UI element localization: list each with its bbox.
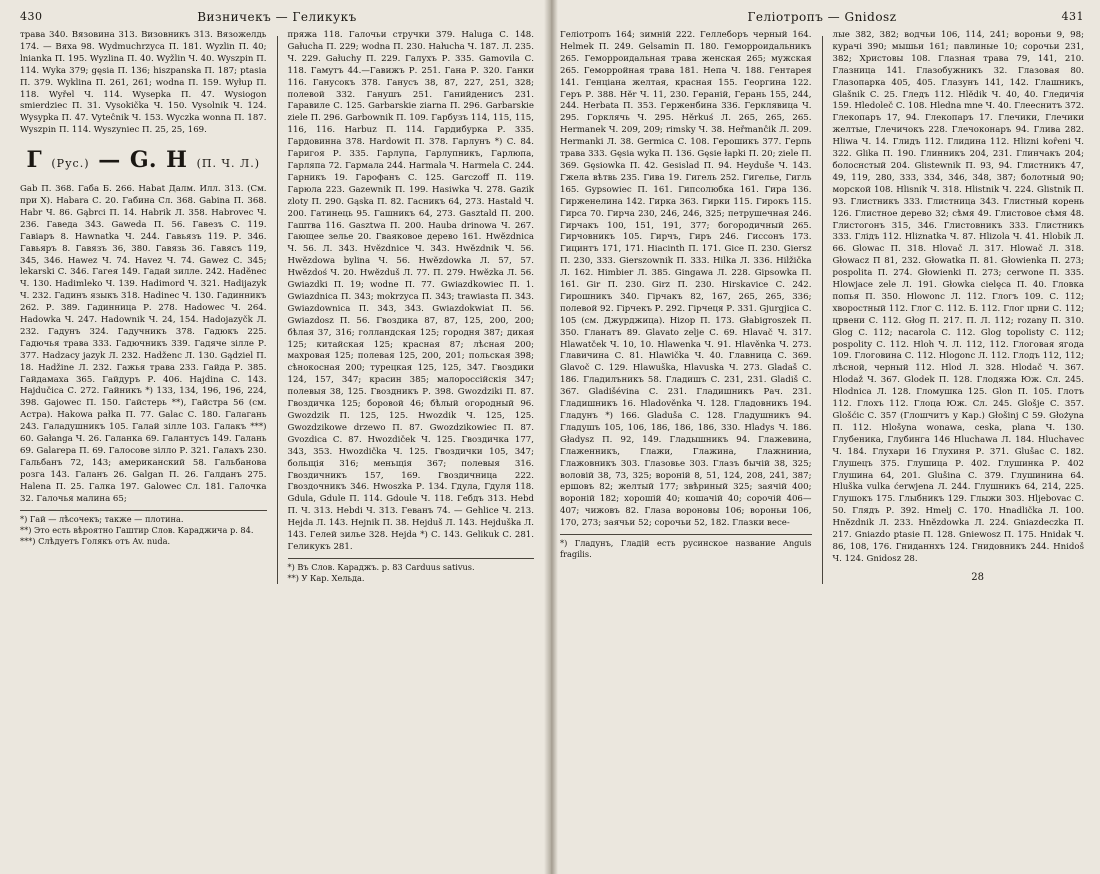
right-col1-footnotes bbox=[560, 534, 812, 560]
footnote: *) Гладунъ, Гладій есть русинское название Anguis fragilis. bbox=[560, 538, 812, 560]
right-column-2 bbox=[833, 30, 1085, 584]
footnote: *) Въ Слов. Караджъ. р. 83 Carduus sativus. bbox=[287, 561, 475, 572]
right-running-title: Геліотропъ — Gnidosz bbox=[747, 10, 897, 24]
left-column-2 bbox=[288, 30, 535, 584]
right-columns bbox=[560, 30, 1084, 584]
right-page-number: 431 bbox=[1061, 10, 1084, 23]
left-running-title: Визничекъ — Геликукъ bbox=[197, 10, 357, 24]
footnote: ***) Слѣдуетъ Голякъ отъ Av. nuda. bbox=[20, 535, 171, 546]
right-column-1 bbox=[560, 30, 812, 584]
left-column-1 bbox=[20, 30, 267, 584]
right-col2-text: лые 382, 382; водчьи 106, 114, 241; вороньи 9, 98; курачі 390; мышьи 161; павлиные 10; сорочьи 231, 382; Христовы 108. Глазная трава 79, 141, 210. Глазница 141. Глазобужникъ 32. Глазовая 80. Глазопарка 405, 405. Глазунъ 141, 142. Глашникъ, Glašnik С. 25. Гледъ 112. Hlĕdik Ч. 40, 40. Гледичія 159. Hledoleč С. 108. Hledna mne Ч. 40. Глееснитъ 372. Глекопаръ 17, 94. Глекопаръ 17. Глечики, Глечики желтые, Глечичокъ 228. Глечоконаръ 94. Глива 282. Hliwa Ч. 14. Глидъ 112. Глидина 112. Hlizni koȓeni Ч. 322. Glika П. 190. Глинникъ 204, 231. Глинчакъ 204; болоснстый 204. Glistewnik П. 93, 94. Глистникъ 47, 49, 119, 280, 333, 334, 346, 348, 387; болотный 90; морской 108. Hlisnik Ч. 318. Hlistnik Ч. 224. Glistnik П. 93. Глистникъ 333. Глистница 343. Глистный корень 126. Глистное дерево 32; сѣмя 49. Глистовое сѣмя 48. Глистогонъ 315, 346. Глистовникъ 333. Глистникъ 333. Глідъ 112. Hliznatka Ч. 87. Hlizola Ч. 41. Hlobik Л. 66. Glowac П. 318. Hlovač Л. 317. Hlowač Л. 318. Głowacz П 81, 232. Głowatka П. 81. Głowienka П. 273; pospolita П. 274. Głowienki П. 273; cerwone П. 335. Hlowjace zele Л. 191. Głowka cielęca П. 40. Гловка попья П. 350. Hlowonc Л. 112. Глогъ 109. С. 112; хворостный 112. Глог С. 112. Б. 112. Глог црни С. 112; црвени С. 112. Głog П. 217. П. Л. 112; rozany П. 310. Glog С. 112; nacarola С. 112. Glog topolisty С. 112; pospolity С. 112. Hloh Ч. Л. 112, 112. Глоговая ягода 109. Глоговина С. 112. Hlogonc Л. 112. Глодъ 112, 112; лѣсной, черный 112. Hlod Л. 328. Hlodač Ч. 367. Hlodaž Ч. 367. Glodek П. 128. Глодяжа Юж. Сл. 245. Hlodnica Л. 128. Гломушка 125. Glon П. 105. Глотъ 112. Глохъ 112. Глоца Юж. Сл. 245. Glošje С. 357. Glošćic С. 357 (Глошчитъ у Кар.) Głošinj С 59. Głożyna П. 112. Hlošyna wonawa, ceska, plana Ч. 130. Глубеника, Глубинга 146 Hluchawa Л. 184. Hluchavec Ч. 184. Глухари 16 Глухиня Р. 371. Glušac С. 182. Глушецъ 375. Глушица Р. 402. Глушинка Р. 402 Глушина 64, 201. Glušina С. 379. Глушинина 64. Hluška vulka ćerwjena Л. 244. Глушникъ 64, 214, 225. Глушокъ 175. Глыбникъ 129. Глыжи 303. Hljebovac С. 50. Глядъ Р. 392. Hmelj С. 170. Hnadlička Л. 100. Hnĕzdnik Л. 233. Hnĕzdowka Л. 224. Gniazdeczka П. 217. Gniazdo ptasie П. 128. Gniewosz П. 175. Hnidak Ч. 86, 108, 176. Гниданнхъ 124. Гнидовникъ 244. Hnidoš Ч. 124. Gnidosz 28. bbox=[832, 30, 1084, 564]
book-gutter bbox=[544, 0, 558, 874]
left-col1-footnotes bbox=[20, 510, 267, 547]
signature-mark: 28 bbox=[971, 571, 984, 583]
left-page bbox=[0, 0, 548, 874]
left-col2-text: пряжа 118. Галочьи стручки 379. Haluga С. 148. Gałucha П. 229; wodna П. 230. Haŀucha Ч. 187. Л. 235. Ч. 229. Gałuchy П. 229. Галухъ Р. 335. Gamovila С. 118. Гамутъ 44.—Гавижъ Р. 251. Гана Р. 320. Ганки 116. Ганусокъ 378. Ганусъ 38, 87, 227, 251, 328; полевой 332. Ганушъ 251. Ганийденисъ 231. Гаравиле С. 125. Garbarskie ziarna П. 296. Garbarskie ziele П. 296. Garbownik П. 109. Гарбузъ 114, 115, 115, 116, 116. Harbuz П. 114. Гардибурка Р. 335. Гардовинна 378. Hardowit П. 378. Гарлунъ *) С. 84. Гаригоя Р. 335. Гарлупа, Гарлупникъ, Гарлюпа, Гарляпа 72. Гармала 244. Harmala Ч. Harmela С. 244. Гарникъ 19. Гарофанъ С. 125. Garczoff П. 119. Гарюла 223. Gazewnik П. 199. Hasiwka Ч. 278. Gazik zloty П. 290. Gąska П. 82. Гасникъ 64, 273. Hastald Ч. 200. Гатинець 95. Гашникъ 64, 273. Gasztald П. 200. Гаштва 116. Gasztwa П. 200. Hauba drinowa Ч. 267. Гающее зелье 20. Гваяковое дерево 161. Hwĕzdnica Ч. 56. Л. 343. Hvĕzdnice Ч. 343. Hwĕzdnik Ч. 56. Hwĕzdowa bylina Ч. 56. Hwĕzdowka Л. 57, 57. Hwĕzdoś Ч. 20. Hwĕzduš Л. 77. П. 279. Hwĕzka Л. 56. Gwiazdki П. 19; wodne П. 77. Gwiazdkowiec П. 1. Gwiazdnica П. 343; mokrzyca П. 343; trawiasta П. 343. Gwiazdownica П. 343, 343. Gwiazdokwiat П. 56. Gwiazdosz П. 56. Гвоздика 87, 87, 125, 200, 200; бѣлая 37, 316; голландская 125; городня 387; дикая 125; китайская 125; красная 87; лѣсная 200; махровая 125; полевая 125, 200, 201; польская 398; сѣнокосная 200; турецкая 125, 125, 347. Гвоздики 124, 157, 347; красин 385; малороссійскія 347; полевыя 38, 125. Гвоздникъ Р. 398. Gwozdziki П. 87. Гвоздичка 125; боровой 46; бѣлый огородный 96. Gwozdzik П. 125, 125. Hwozdik Ч. 125, 125. Gwozdzikowe drzewo П. 87. Gwozdzikowiec П. 87. Gvozdica С. 87. Hwozdiček Ч. 125. Гвоздичка 177, 343, 353. Hwozdička Ч. 125. Гвоздички 105, 347; больщія 316; меньщія 367; полевыя 316. Гвоздичникъ 157, 169. Гвоздичница 222. Гвоздочникъ 346. Hwoszka Р. 134. Гдула, Гдуля 118. Gdula, Gdule П. 114. Gdoule Ч. 118. Гебдъ 313. Hebd П. Ч. 313. Hebdi Ч. 313. Геванъ 74. — Gehlice Ч. 213. Hejda Л. 143. Hejnik П. 38. Hejduš Л. 143. Hejduška Л. 143. Гелей зилье 328. Hejda *) С. 143. Gelikuk С. 281. Геликукъ 281. bbox=[287, 30, 534, 552]
left-columns bbox=[20, 30, 534, 584]
section-heading-langs: (П. Ч. Л.) bbox=[196, 157, 260, 171]
left-column-divider bbox=[277, 36, 278, 584]
section-heading-rus: (Рус.) bbox=[51, 157, 90, 171]
footnote: **) Это есть вѣроятно Гаштир Слов. Караджича р. 84. bbox=[20, 524, 254, 535]
right-col1-text: Геліотропъ 164; зимній 222. Геллеборъ черный 164. Helmek П. 249. Gelsamin П. 180. Геморроидальникъ 265. Геморроидальная трава женская 265; мужская 265. Геморройная трава 181. Непа Ч. 188. Гентарея 141. Генціана желтая, красная 155. Георгина 122. Геръ Р. 388. Нĕr Ч. 11, 230. Гераній, Герань 155, 244, 244. Herbata П. 353. Герженбина 336. Герклявица Ч. 295. Горклячь Ч. 295. Hĕrkuś Л. 265, 265, 265. Hermanek Ч. 209, 209; rimsky Ч. 38. Heřmanĉik Л. 209. Hermanki Л. 38. Germica С. 108. Герошикъ 377. Герпь трава 333. Gęsia wyka П. 136. Gęsie łapki П. 20; ziele П. 369. Gęsiowka П. 42. Gesislad П. 94. Heyduše Ч. 143. Гжела вѣтвь 235. Гива 19. Гигель 252. Гигельe, Гигль 165. Gypsowiec П. 161. Гипсолюбка 161. Гира 136. Гирженелина 142. Гирка 363. Гирки 115. Гирокъ 115. Гирса 70. Гирча 230, 246, 246, 325; петрушечная 246. Гирчакъ 100, 151, 191, 377; богородичный 265. Гирчовникъ 105. Гирчъ, Гиръ 246. Гиссонъ 173. Гицинтъ 171, 171. Hiacinth П. 171. Gice П. 230. Giersz П. 230, 333. Gierszownik П. 333. Hilka Л. 336. Hilžička Л. 162. Himbier Л. 385. Gingawa Л. 228. Gipsowka П. 161. Gir П. 230. Girz П. 230. Hirskavice С. 242. Гирошникъ 340. Гірчакъ 82, 167, 265, 265, 336; полевой 92. Гірчекъ Р. 292. Гірчеця Р. 331. Gjurgjica С. 105 (см. Джурджица). Hizop П. 173. Głabigroszek П. 350. Гланатъ 89. Glavato zelje С. 69. Hlavač Ч. 317. Hlawatček Ч. 10, 10. Hlawenka Ч. 91. Hlavěnka Ч. 273. Главичина С. 81. Hlawička Ч. 40. Главница С. 369. Glavoč С. 129. Hlawuška, Hlavuska Ч. 273. Gladaš С. 186. Гладилъникъ 58. Гладишъ С. 231, 231. Gladiš С. 367. Gladišévina С. 231. Гладишникъ Рач. 231. Гладишникъ 16. Hladověnka Ч. 128. Гладовникъ 194. Гладунъ *) 166. Gladuša С. 128. Гладушникъ 94. Гладушъ 105, 106, 186, 186, 186, 330. Hladys Ч. 186. Gładysz П. 92, 149. Гладышникъ 94. Глажевина, Глаженникъ, Глажи, Глажина, Глажниниа, Глажовникъ 303. Глазовье 303. Глазъ бычій 38, 325; воловій 38, 73, 325; вороній 8, 51, 124, 208, 241, 387; ершовъ 82; желтый 177; звѣриный 325; заячій 400; вороній 182; хорошій 40; кошачій 40; сорочій 406—407; чижовъ 82. Глаза вороновы 106; вороньи 106, 170, 273; заячьи 52; сорочьи 52, 182. Глазки весе- bbox=[560, 30, 812, 529]
right-column-divider bbox=[822, 36, 823, 584]
left-col2-footnotes bbox=[288, 558, 535, 584]
left-running-head bbox=[20, 10, 534, 30]
right-page bbox=[548, 0, 1100, 874]
left-col1-top-text: трава 340. Вязовина 313. Визовникъ 313. Вязожелдь 174. — Вяха 98. Wydmuchrzyca П. 181. Wyzlin П. 40; lnianka П. 195. Wyzlina П. 40. Wyžlin Ч. 40. Wyszpin П. 114. Wyka 379; gęsia П. 136; hiszpanska П. 187; ptasia П. 379. Wyklina П. 261, 261; wodna П. 159. Wyłup П. 118. Wyřel Ч. 114. Wysepka П. 47. Wysiogon smierdziec П. 31. Vysokička Ч. 150. Vysolnik Ч. 124. Wysypka П. 47. Vyteĉnik Ч. 153. Wyczka wonna П. 187. Wyszpin П. 114. Wyszyniec П. 25, 25, 169. bbox=[20, 30, 267, 136]
left-col1-bottom-text: Gab П. 368. Габа Б. 266. Habat Далм. Илл. 313. (См. при X). Habara С. 20. Габина Сл. 368. Gabina П. 368. Habr Ч. 86. Gąbrci П. 14. Habrik Л. 358. Habrovec Ч. 236. Гаведа 343. Gaweda П. 56. Гавезъ С. 119. Гавіаръ 8. Hawnatka Ч. 244. Гавьязъ 119. Р. 346. Гавьяръ 8. Гавязъ 36, 380. Гавязь 36. Гавясъ 119, 345, 346. Hawez Ч. 74. Havez Ч. 74. Gawez С. 345; lekarski С. 346. Гагея 149. Гадай зилле. 242. Hadĕnec Ч. 130. Hadimleko Ч. 139. Hadimord Ч. 321. Hadijazyk Ч. 232. Гадинъ языкъ 318. Hadinec Ч. 130. Гадинникъ 262. Р. 389. Гадинница Р. 278. Hadowec Ч. 264. Hadowka Ч. 247. Hadownik Ч. 24, 154. Hadojazyčk Л. 232. Гадунъ 324. Гадучникъ 378. Гадюкъ 225. Гадючья трава 333. Гадючникъ 339. Гадяче зілле Р. 377. Hadzacy jazyk Л. 232. Hadženc Л. 130. Gądziel П. 18. Hadžine Л. 232. Гажья трава 233. Гайда Р. 385. Гайдамаха 365. Гайдуръ Р. 406. Hajdina С. 143. Hajdučica С. 272. Гайникъ *) 133, 134, 196, 196, 224, 398. Gajowec П. 150. Гайстерь **), Гайстра 56 (см. Астра). Hakowa pałka П. 77. Galac С. 180. Галагань 243. Галадушникъ 105. Галай зілле 103. Галакъ ***) 60. Gałanga Ч. 26. Галанка 69. Галантусъ 149. Галань 69. Galarepa П. 69. Галосове зілло Р. 321. Галахъ 230. Гальбанъ 72, 143; американский 58. Гальбанова розга 143. Галанъ 26. Galgan П. 26. Галданъ 275. Halena П. 25. Галка 197. Galowec Сл. 181. Галочка 32. Галочья малина 65; bbox=[20, 184, 267, 504]
section-heading-latin: — G. H bbox=[98, 147, 188, 174]
footnote: **) У Кар. Хельда. bbox=[287, 572, 365, 583]
footnote: *) Гай — лѣсочекъ; также — плотина. bbox=[20, 513, 184, 524]
section-heading-letter: Г bbox=[26, 147, 43, 174]
right-running-head bbox=[560, 10, 1084, 30]
section-heading-g bbox=[20, 147, 267, 174]
left-page-number: 430 bbox=[20, 10, 43, 23]
